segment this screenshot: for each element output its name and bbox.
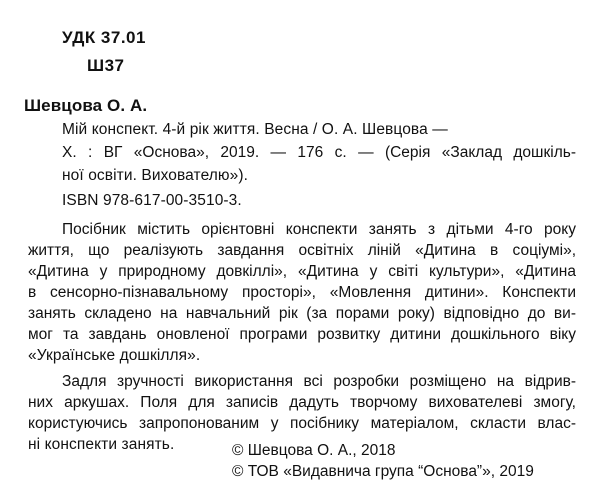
paragraph-line: Посібник містить орієнтовні конспекти занять з дітьми 4-го року	[62, 221, 576, 238]
paragraph-line: мог та завдань оновленої програми розвитку дитини дошкільного віку	[28, 326, 576, 343]
description-line: Мій конспект. 4-й рік життя. Весна / О. А. Шевцова —	[62, 121, 448, 138]
copyright-publisher: © ТОВ «Видавнича група “Основа”», 2019	[232, 463, 534, 480]
author-mark-code: Ш37	[87, 56, 125, 75]
udk-code: УДК 37.01	[62, 28, 146, 47]
isbn: ISBN 978-617-00-3510-3.	[62, 192, 242, 209]
paragraph-line: них аркушах. Поля для записів дадуть творчому вихователеві змогу,	[28, 394, 576, 411]
paragraph-line: ні конспекти занять.	[28, 436, 175, 453]
copyright-author: © Шевцова О. А., 2018	[232, 442, 396, 459]
paragraph-line: «Українське дошкілля».	[28, 347, 201, 364]
paragraph-line: занять складено на навчальний рік (за порами року) відповідно до ви-	[28, 305, 576, 322]
description-line: Х. : ВГ «Основа», 2019. — 176 с. — (Серія «Заклад дошкіль-	[62, 144, 576, 161]
paragraph-line: життя, що реалізують завдання освітніх ліній «Дитина в соціумі»,	[28, 242, 576, 259]
paragraph-line: користуючись запропонованим у посібнику матеріалом, скласти влас-	[28, 415, 576, 432]
paragraph-line: в сенсорно-пізнавальному просторі», «Мовлення дитини». Конспекти	[28, 284, 576, 301]
author-heading: Шевцова О. А.	[24, 96, 148, 115]
paragraph-line: Задля зручності використання всі розробки розміщено на відрив-	[62, 373, 576, 390]
description-line: ної освіти. Вихователю»).	[62, 167, 249, 184]
paragraph-line: «Дитина у природному довкіллі», «Дитина у світі культури», «Дитина	[28, 263, 576, 280]
